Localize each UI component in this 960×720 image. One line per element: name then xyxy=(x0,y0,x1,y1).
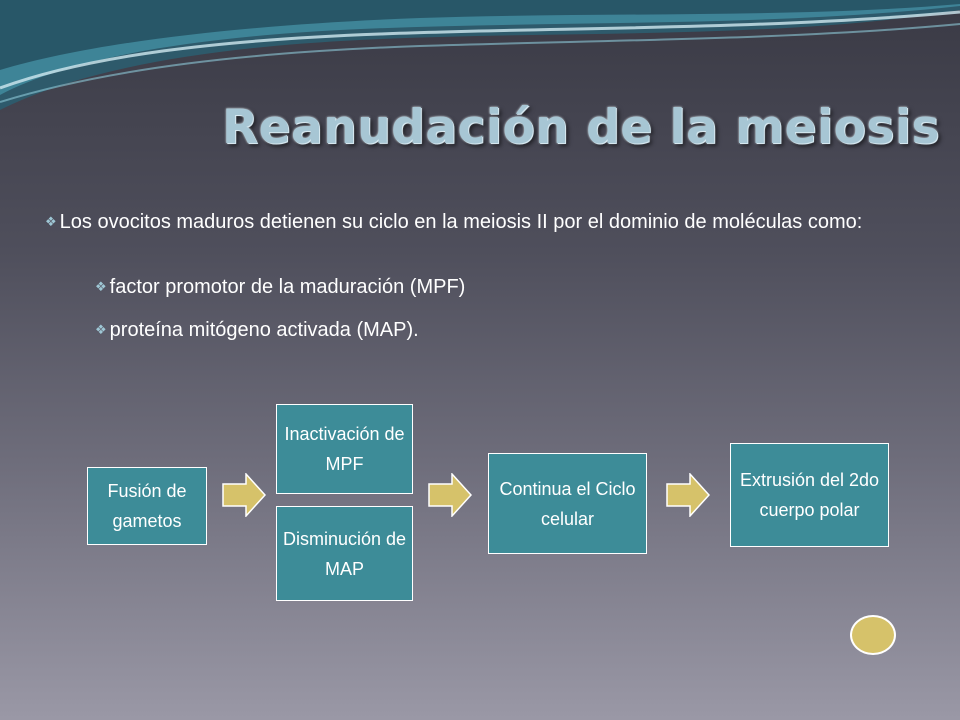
circle-shape xyxy=(850,615,896,655)
node-disminucion-de-map xyxy=(276,506,413,601)
bullet-main-text: Los ovocitos maduros detienen su ciclo en la meiosis II por el dominio de moléculas como: xyxy=(59,211,863,233)
bullet-main xyxy=(45,206,925,238)
arrow-right-icon xyxy=(666,473,710,517)
node-continua-label: Continua el Ciclo celular xyxy=(499,478,636,529)
arrow-right-icon xyxy=(428,473,472,517)
node-continua-ciclo-celular xyxy=(488,453,647,554)
diamond-bullet-icon: ❖ xyxy=(45,214,57,229)
node-extrusion-label: Extrusión del 2do cuerpo polar xyxy=(739,470,880,520)
node-fusion-de-gametos xyxy=(87,467,207,545)
bullet-sub-mpf xyxy=(95,271,935,303)
node-inactivacion-label: Inactivación de MPF xyxy=(284,424,405,474)
bullet-sub-mpf-text: factor promotor de la maduración (MPF) xyxy=(109,276,466,298)
node-inactivacion-de-mpf xyxy=(276,404,413,494)
node-disminucion-label: Disminución de MAP xyxy=(282,528,407,579)
bullet-sub-map-text: proteína mitógeno activada (MAP). xyxy=(109,319,419,341)
arrow-right-icon xyxy=(222,473,266,517)
diamond-bullet-icon: ❖ xyxy=(95,279,107,294)
node-fusion-label: Fusión de gametos xyxy=(107,481,187,531)
diamond-bullet-icon: ❖ xyxy=(95,322,107,337)
bullet-sub-map xyxy=(95,314,935,346)
slide-title: Reanudación de la meiosis xyxy=(221,100,940,155)
node-extrusion-cuerpo-polar xyxy=(730,443,889,547)
